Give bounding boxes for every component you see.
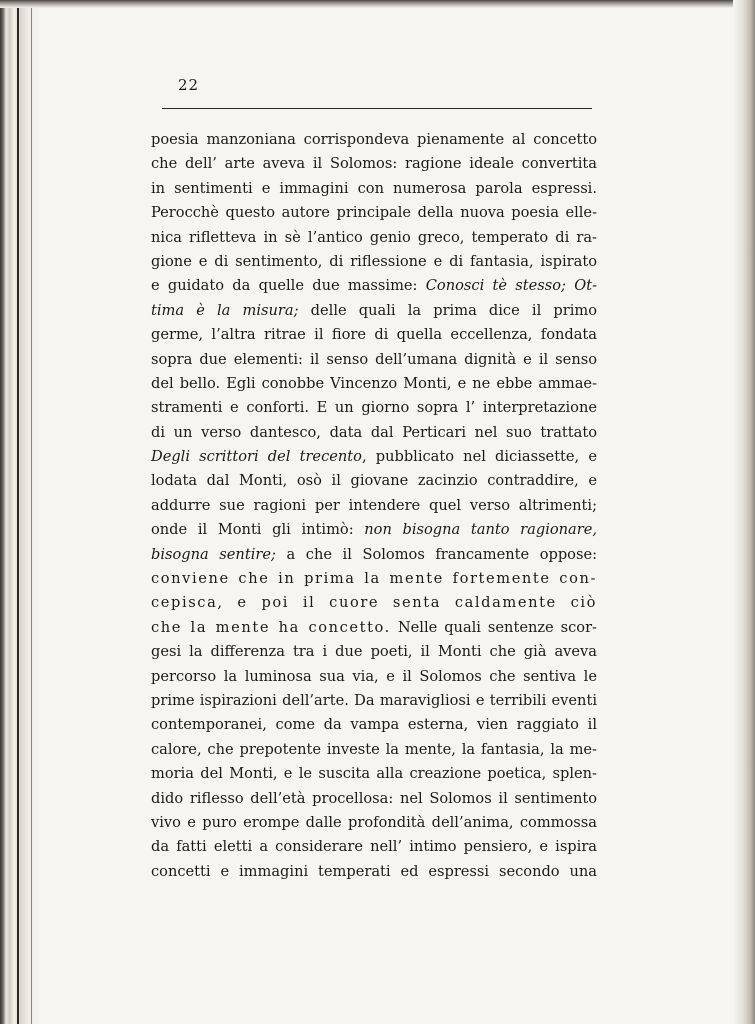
text-run: onde il Monti gli intimò: — [151, 521, 365, 539]
text-run: e guidato da quelle due massime: — [151, 277, 426, 295]
body-text — [151, 128, 597, 884]
spaced-text: conviene che in prima la mente fortemente con- — [151, 570, 597, 588]
text-line — [151, 787, 597, 811]
text-run: germe, l’altra ritrae il fiore di quella eccellenza, fondata — [151, 326, 597, 344]
text-line — [151, 323, 597, 347]
text-line — [151, 616, 597, 640]
text-line — [151, 152, 597, 176]
text-run: poesia manzoniana corrispondeva pienamente al concetto — [151, 131, 597, 148]
header-rule — [162, 108, 592, 109]
text-line — [151, 421, 597, 445]
text-line — [151, 274, 597, 298]
text-line — [151, 201, 597, 225]
text-line — [151, 177, 597, 201]
text-line — [151, 543, 597, 567]
text-line — [151, 835, 597, 859]
text-line — [151, 396, 597, 420]
text-run: , pubblicato nel diciassette, e — [361, 448, 597, 466]
text-run: stramenti e conforti. E un giorno sopra l’ interpretazione — [151, 399, 597, 417]
text-run: concetti e immagini temperati ed espressi secondo una — [151, 862, 597, 880]
text-line — [151, 128, 597, 152]
page-number: 22 — [178, 76, 200, 94]
text-run: delle quali la prima dice il primo — [298, 301, 597, 319]
text-line — [151, 518, 597, 542]
text-run: addurre sue ragioni per intendere quel verso altrimenti; — [151, 496, 597, 514]
text-line — [151, 665, 597, 689]
text-run: sopra due elementi: il senso dell’umana dignità e il senso — [151, 350, 597, 368]
text-run: dido riflesso dell’età procellosa: nel Solomos il sentimento — [151, 789, 597, 807]
spine-line — [17, 0, 19, 1024]
text-run: gione e di sentimento, di riflessione e di fantasia, ispirato — [151, 252, 597, 270]
text-run: calore, che prepotente investe la mente, la fantasia, la me- — [151, 740, 597, 758]
text-line — [151, 372, 597, 396]
text-run: a che il Solomos francamente oppose: — [275, 545, 597, 563]
italic-text: non bisogna tanto ragionare, — [364, 521, 598, 539]
text-run: gesi la differenza tra i due poeti, il Monti che già aveva — [151, 643, 597, 661]
text-run: che dell’ arte aveva il Solomos: ragione ideale convertita — [151, 155, 597, 173]
text-line — [151, 811, 597, 835]
text-run: Perocchè questo autore principale della nuova poesia elle- — [151, 204, 597, 222]
book-spine-shadow — [0, 0, 40, 1024]
spaced-text: cepisca, e poi il cuore senta caldamente ciò — [151, 594, 597, 612]
text-line — [151, 738, 597, 762]
text-line — [151, 567, 597, 591]
text-line — [151, 860, 597, 884]
italic-text: tima è la misura; — [151, 301, 299, 319]
page-top-edge — [0, 0, 755, 8]
text-run: in sentimenti e immagini con numerosa parola espressi. — [151, 179, 597, 197]
page-right-edge — [733, 0, 755, 1024]
spine-line — [31, 0, 32, 1024]
text-line — [151, 762, 597, 786]
text-line — [151, 494, 597, 518]
text-line — [151, 299, 597, 323]
text-run: percorso la luminosa sua via, e il Solomos che sentiva le — [151, 667, 597, 685]
text-line — [151, 348, 597, 372]
text-run: da fatti eletti a considerare nell’ intimo pensiero, e ispira — [151, 838, 597, 856]
italic-text: bisogna sentire; — [151, 545, 276, 563]
text-line — [151, 689, 597, 713]
text-line — [151, 226, 597, 250]
text-line — [151, 640, 597, 664]
text-run: nica rifletteva in sè l’antico genio greco, temperato di ra- — [151, 228, 597, 246]
text-run: Nelle quali sentenze scor- — [390, 618, 597, 636]
text-line — [151, 469, 597, 493]
italic-text: Conosci tè stesso; Ot- — [425, 277, 597, 295]
text-line — [151, 445, 597, 469]
text-run: di un verso dantesco, data dal Perticari nel suo trattato — [151, 423, 597, 441]
spaced-text: che la mente ha concetto. — [151, 618, 391, 636]
text-line — [151, 713, 597, 737]
text-run: moria del Monti, e le suscita alla creazione poetica, splen- — [151, 765, 597, 783]
text-run: del bello. Egli conobbe Vincenzo Monti, e ne ebbe ammae- — [151, 374, 597, 392]
text-line — [151, 591, 597, 615]
text-run: vivo e puro erompe dalle profondità dell’anima, commossa — [151, 813, 597, 831]
text-run: contemporanei, come da vampa esterna, vien raggiato il — [151, 716, 597, 734]
italic-text: Degli scrittori del trecento — [151, 448, 362, 466]
text-line — [151, 250, 597, 274]
text-run: lodata dal Monti, osò il giovane zacinzio contraddire, e — [151, 472, 597, 490]
text-run: prime ispirazioni dell’arte. Da maravigliosi e terribili eventi — [151, 691, 597, 709]
